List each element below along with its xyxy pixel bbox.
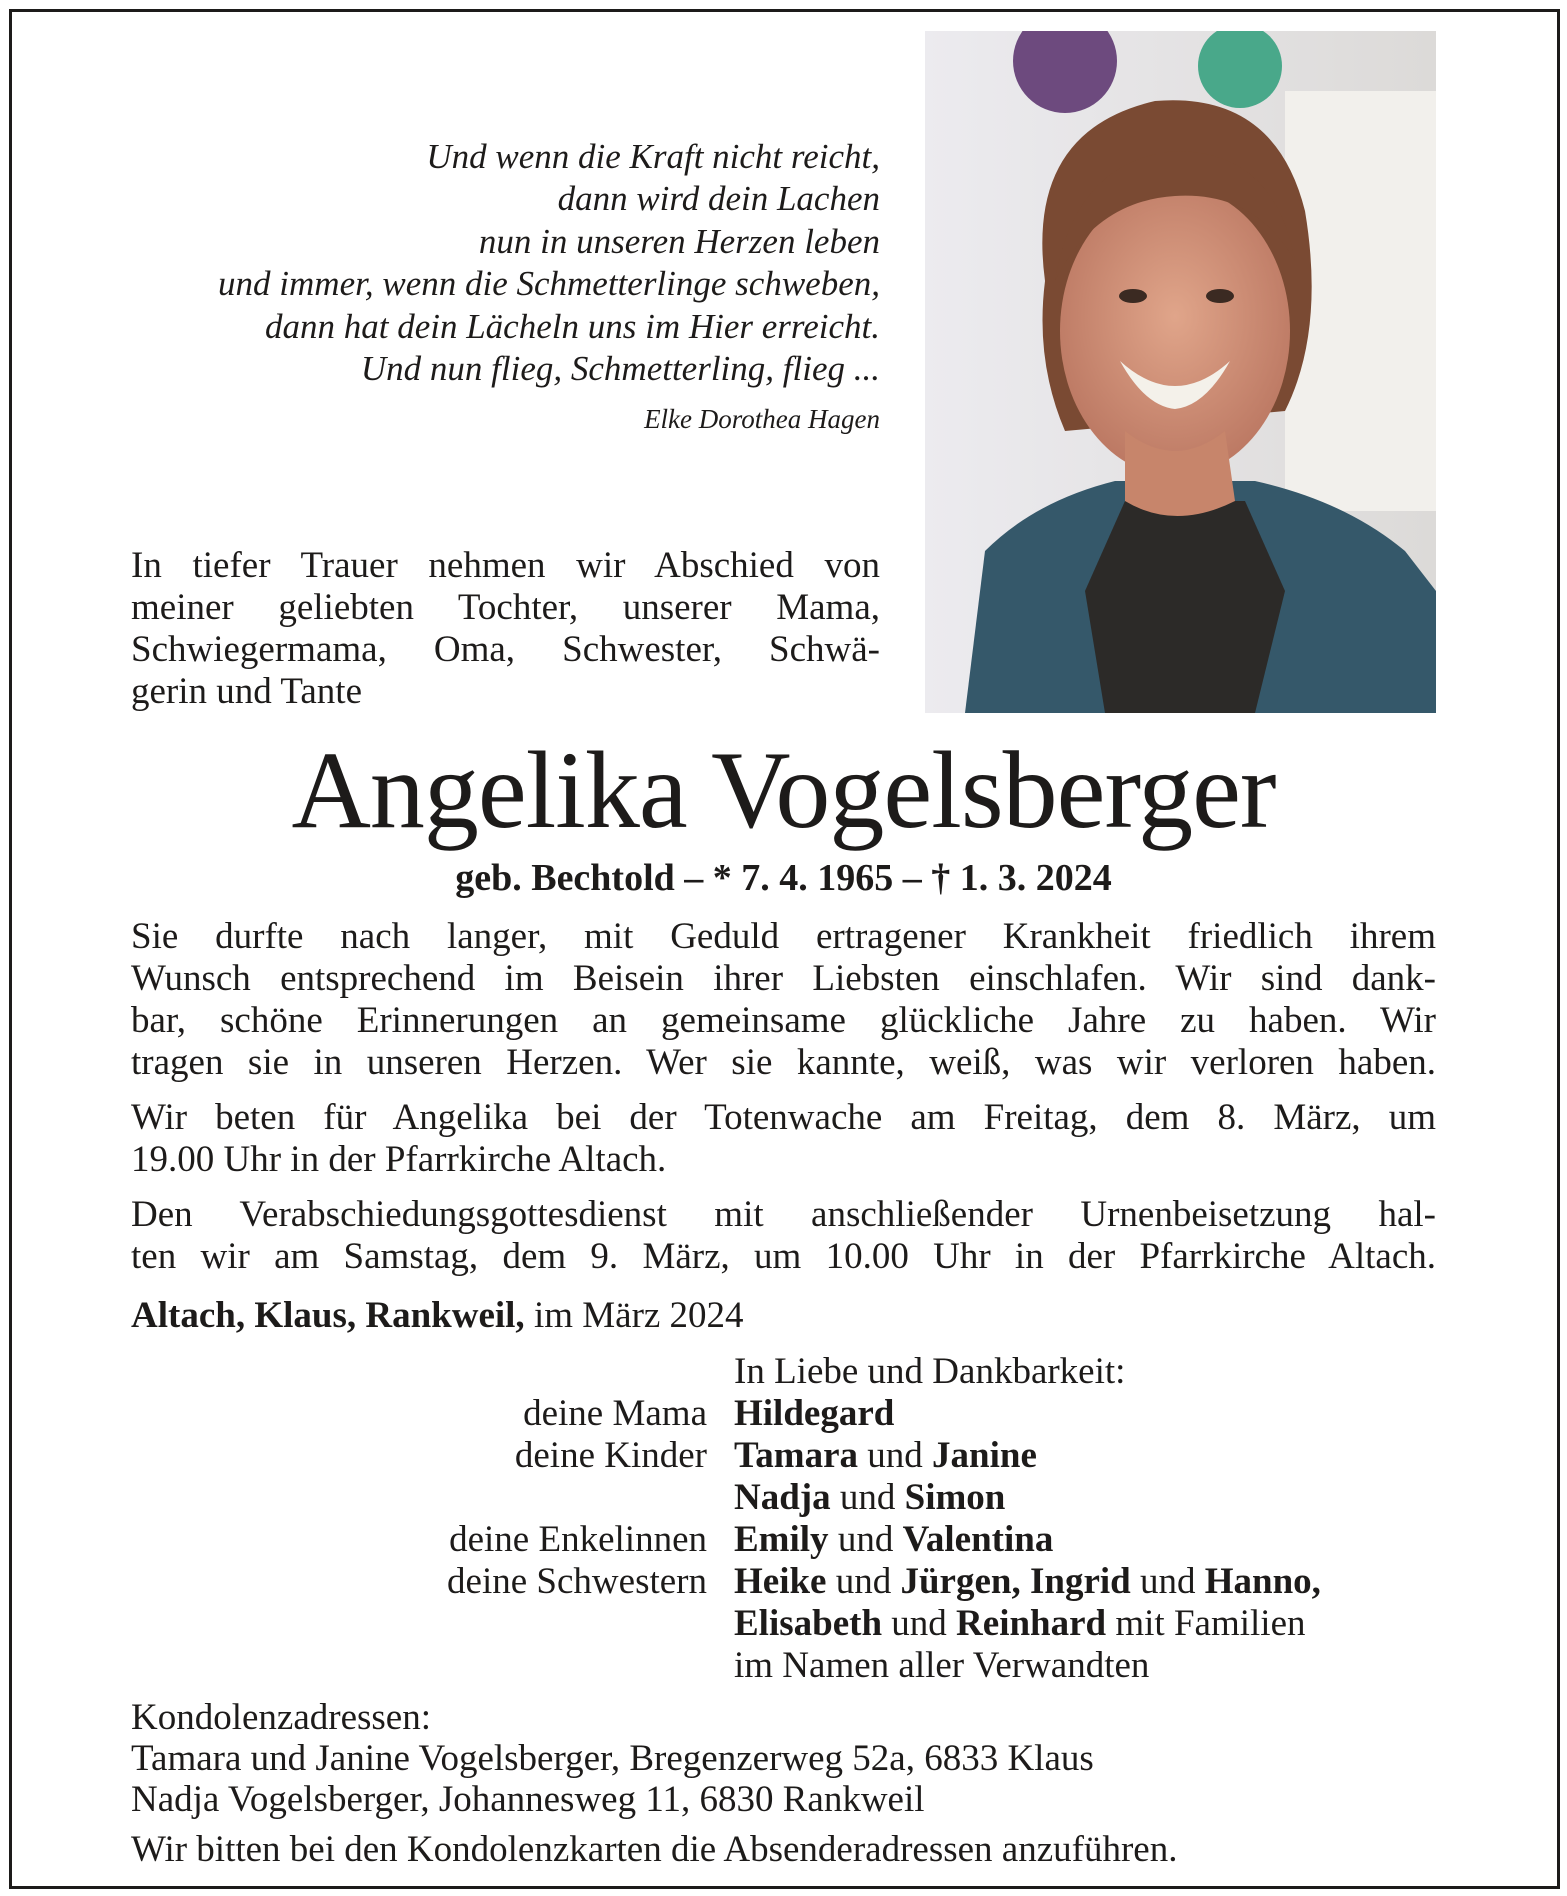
family-names <box>734 1393 894 1435</box>
paragraph-line: Wir beten für Angelika bei der Totenwache am Freitag, dem 8. März, um <box>131 1097 1436 1138</box>
place-date <box>131 1294 744 1337</box>
paragraph-farewell <box>131 916 1436 1084</box>
deceased-name: Angelika Vogelsberger <box>291 729 1276 851</box>
family-relation: deine Mama <box>523 1393 707 1434</box>
family-names <box>734 1645 1149 1687</box>
family-row <box>131 1645 1436 1687</box>
family-row <box>131 1603 1436 1645</box>
connector-text: und <box>830 1477 905 1518</box>
family-member-name: Heike <box>734 1561 827 1602</box>
family-names <box>734 1519 1053 1561</box>
connector-text: im Namen aller Verwandten <box>734 1645 1150 1686</box>
quote-author: Elke Dorothea Hagen <box>644 404 880 435</box>
paragraph-service <box>131 1194 1436 1278</box>
family-names <box>734 1477 1005 1519</box>
intro-line: gerin und Tante <box>131 671 362 712</box>
connector-text: mit Familien <box>1106 1603 1306 1644</box>
family-relation <box>131 1477 734 1519</box>
family-member-name: Hanno, <box>1204 1561 1321 1602</box>
intro-line: Schwiegermama, Oma, Schwester, Schwä- <box>131 629 880 670</box>
family-heading: In Liebe und Dankbarkeit: <box>734 1351 1126 1392</box>
family-member-name: Valentina <box>902 1519 1054 1560</box>
paragraph-line: 19.00 Uhr in der Pfarrkirche Altach. <box>131 1139 667 1180</box>
family-member-name: Janine <box>932 1435 1037 1476</box>
quote-line: Und nun flieg, Schmetterling, flieg ... <box>360 349 880 389</box>
family-member-name: Nadja <box>734 1477 831 1518</box>
intro-text <box>131 545 880 713</box>
family-names <box>734 1561 1321 1603</box>
family-relation <box>131 1603 734 1645</box>
family-row <box>131 1477 1436 1519</box>
quote-line: dann hat dein Lächeln uns im Hier erreicht. <box>264 306 880 346</box>
condolence-address: Tamara und Janine Vogelsberger, Bregenzerweg 52a, 6833 Klaus <box>131 1738 1094 1779</box>
paragraph-line: Wunsch entsprechend im Beisein ihrer Liebsten einschlafen. Wir sind dank- <box>131 958 1436 999</box>
family-row <box>131 1393 1436 1435</box>
family-names <box>734 1435 1037 1477</box>
family-member-name: Emily <box>734 1519 829 1560</box>
family-names <box>734 1603 1306 1645</box>
condolence-address: Nadja Vogelsberger, Johannesweg 11, 6830 Rankweil <box>131 1779 925 1820</box>
quote-line: dann wird dein Lachen <box>557 179 880 219</box>
quote-line: nun in unseren Herzen leben <box>478 221 880 261</box>
paragraph-line: Den Verabschiedungsgottesdienst mit anschließender Urnenbeisetzung hal- <box>131 1194 1436 1235</box>
family-relation: deine Enkelinnen <box>449 1519 707 1560</box>
place-towns: Altach, Klaus, Rankweil, <box>131 1295 525 1336</box>
family-row <box>131 1561 1436 1603</box>
family-relation: deine Schwestern <box>447 1561 707 1602</box>
family-member-name: Jürgen, Ingrid <box>900 1561 1131 1602</box>
connector-text: und <box>882 1603 957 1644</box>
connector-text: und <box>1130 1561 1205 1602</box>
connector-text: und <box>858 1435 933 1476</box>
portrait-photo <box>925 31 1436 713</box>
intro-line: meiner geliebten Tochter, unserer Mama, <box>131 587 880 628</box>
paragraph-line: Sie durfte nach langer, mit Geduld ertragener Krankheit friedlich ihrem <box>131 916 1436 957</box>
memorial-quote <box>100 136 880 436</box>
family-member-name: Hildegard <box>734 1393 895 1434</box>
connector-text: und <box>826 1561 901 1602</box>
paragraph-line: tragen sie in unseren Herzen. Wer sie kannte, weiß, was wir verloren haben. <box>131 1042 1436 1083</box>
paragraph-line: bar, schöne Erinnerungen an gemeinsame glückliche Jahre zu haben. Wir <box>131 1000 1436 1041</box>
family-relation <box>131 1645 734 1687</box>
quote-line: und immer, wenn die Schmetterlinge schweben, <box>218 264 880 304</box>
condolence-heading: Kondolenzadressen: <box>131 1697 432 1738</box>
family-relation: deine Kinder <box>514 1435 707 1476</box>
paragraph-wake <box>131 1097 1436 1181</box>
connector-text: und <box>828 1519 903 1560</box>
quote-line: Und wenn die Kraft nicht reicht, <box>426 137 880 176</box>
paragraph-line: ten wir am Samstag, dem 9. März, um 10.00 Uhr in der Pfarrkirche Altach. <box>131 1236 1436 1277</box>
family-member-name: Reinhard <box>956 1603 1107 1644</box>
birth-death-dates: geb. Bechtold – * 7. 4. 1965 – † 1. 3. 2024 <box>455 857 1112 899</box>
intro-line: In tiefer Trauer nehmen wir Abschied von <box>131 545 880 586</box>
family-row <box>131 1435 1436 1477</box>
family-list <box>131 1351 1436 1687</box>
condolence-note: Wir bitten bei den Kondolenzkarten die Absenderadressen anzuführen. <box>131 1829 1178 1870</box>
family-row <box>131 1519 1436 1561</box>
family-member-name: Simon <box>904 1477 1006 1518</box>
family-member-name: Tamara <box>734 1435 859 1476</box>
condolence-section <box>131 1697 1177 1870</box>
family-member-name: Elisabeth <box>734 1603 883 1644</box>
place-month: im März 2024 <box>533 1295 744 1336</box>
